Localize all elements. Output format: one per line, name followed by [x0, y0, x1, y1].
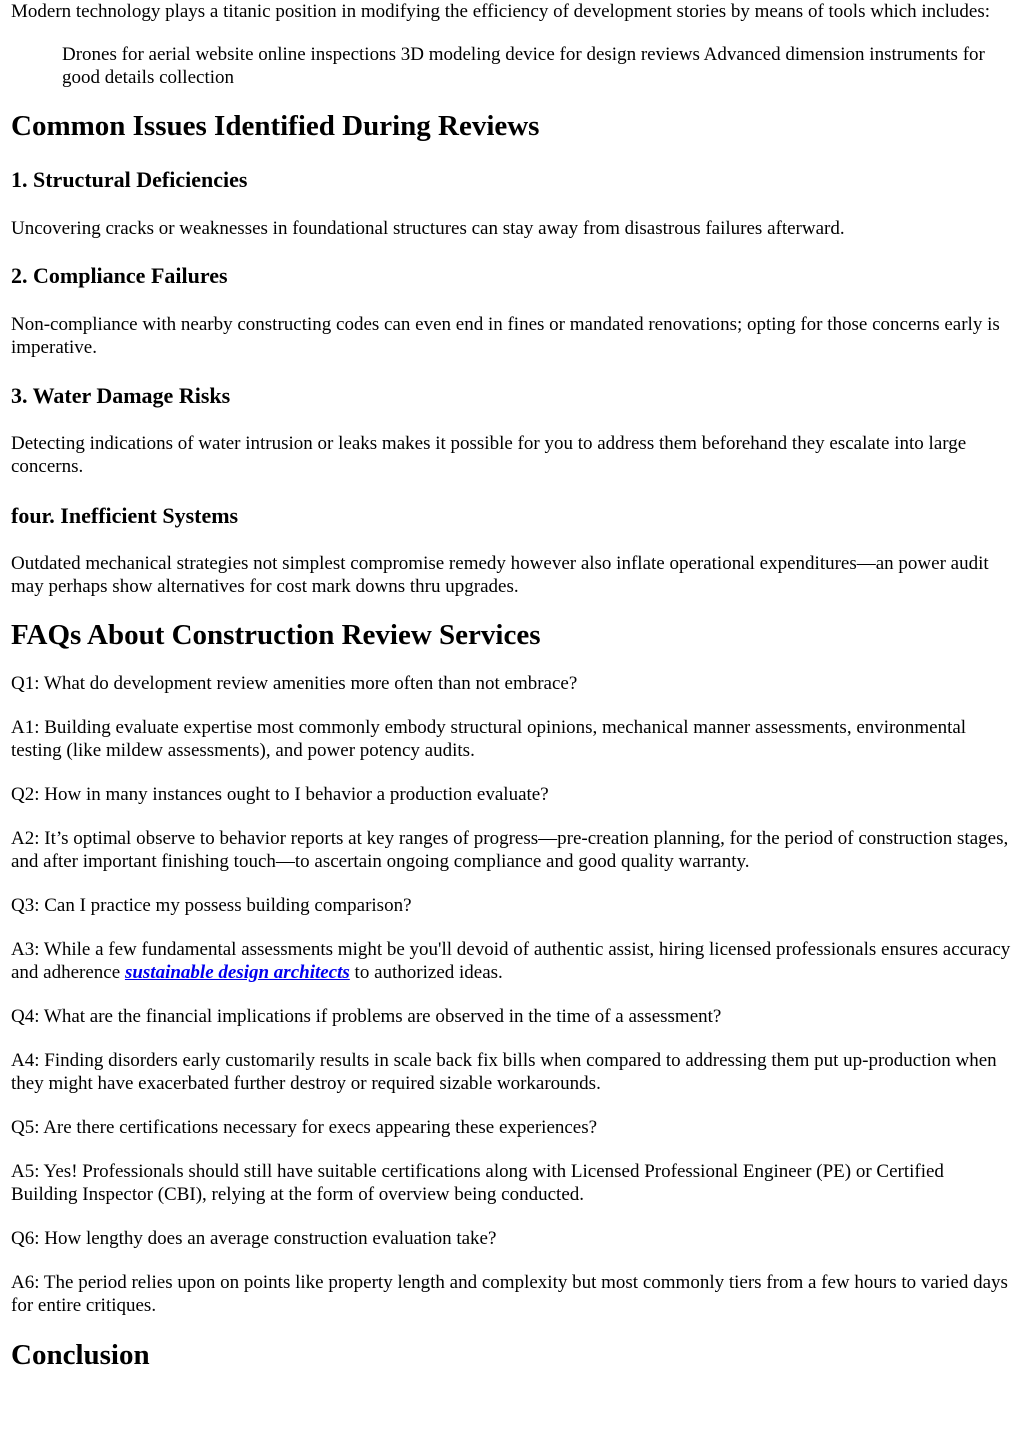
- intro-paragraph: Modern technology plays a titanic position in modifying the efficiency of development stories by means of tools which includes:: [11, 1, 991, 22]
- faq-question-5: Q5: Are there certifications necessary for execs appearing these experiences?: [11, 1117, 598, 1138]
- faq-answer-3: [11, 938, 1013, 984]
- faq-question-4: Q4: What are the financial implications if problems are observed in the time of a assessment?: [11, 1006, 722, 1027]
- issue-title-water: 3. Water Damage Risks: [11, 383, 231, 408]
- issues-heading: Common Issues Identified During Reviews: [11, 110, 540, 142]
- faq-question-3: Q3: Can I practice my possess building comparison?: [11, 895, 412, 916]
- faq-question-6: Q6: How lengthy does an average construction evaluation take?: [11, 1228, 497, 1249]
- issue-text-structural: Uncovering cracks or weaknesses in foundational structures can stay away from disastrous failures afterward.: [11, 218, 845, 239]
- faq-answer-4: A4: Finding disorders early customarily results in scale back fix bills when compared to addressing them put up-production when they might have exacerbated further destroy or required sizable workarounds.: [11, 1050, 997, 1094]
- issue-text-compliance: Non-compliance with nearby constructing codes can even end in fines or mandated renovations; opting for those concerns early is imperative.: [11, 314, 1000, 358]
- issue-title-compliance: 2. Compliance Failures: [11, 263, 228, 288]
- faqs-heading: FAQs About Construction Review Services: [11, 619, 541, 651]
- issue-title-structural: 1. Structural Deficiencies: [11, 167, 248, 192]
- faq-answer-2: A2: It’s optimal observe to behavior reports at key ranges of progress—pre-creation planning, for the period of construction stages, and after important finishing touch—to ascertain ongoing compliance and good quality warranty.: [11, 828, 1009, 872]
- tools-blockquote: Drones for aerial website online inspections 3D modeling device for design reviews Advanced dimension instruments for good details collection: [62, 44, 985, 88]
- faq-question-2: Q2: How in many instances ought to I behavior a production evaluate?: [11, 784, 549, 805]
- issue-text-systems: Outdated mechanical strategies not simplest compromise remedy however also inflate operational expenditures—an power audit may perhaps show alternatives for cost mark downs thru upgrades.: [11, 553, 989, 597]
- conclusion-heading: Conclusion: [11, 1339, 150, 1371]
- faq-answer-1: A1: Building evaluate expertise most commonly embody structural opinions, mechanical manner assessments, environmental testing (like mildew assessments), and power potency audits.: [11, 717, 967, 761]
- faq-answer-3-text-before: A3: While a few fundamental assessments might be you'll devoid of authentic assist, hiring licensed professionals ensures accuracy and adherence: [11, 939, 1011, 983]
- faq-question-1: Q1: What do development review amenities more often than not embrace?: [11, 673, 578, 694]
- issue-text-water: Detecting indications of water intrusion or leaks makes it possible for you to address them beforehand they escalate into large concerns.: [11, 433, 967, 477]
- faq-answer-3-text-after: to authorized ideas.: [349, 962, 503, 983]
- faq-answer-6: A6: The period relies upon on points like property length and complexity but most commonly tiers from a few hours to varied days for entire critiques.: [11, 1272, 1008, 1316]
- faq-answer-5: A5: Yes! Professionals should still have suitable certifications along with Licensed Professional Engineer (PE) or Certified Building Inspector (CBI), relying at the form of overview being conducted.: [11, 1161, 944, 1205]
- sustainable-design-architects-link[interactable]: sustainable design architects: [124, 962, 350, 983]
- issue-title-systems: four. Inefficient Systems: [11, 503, 239, 528]
